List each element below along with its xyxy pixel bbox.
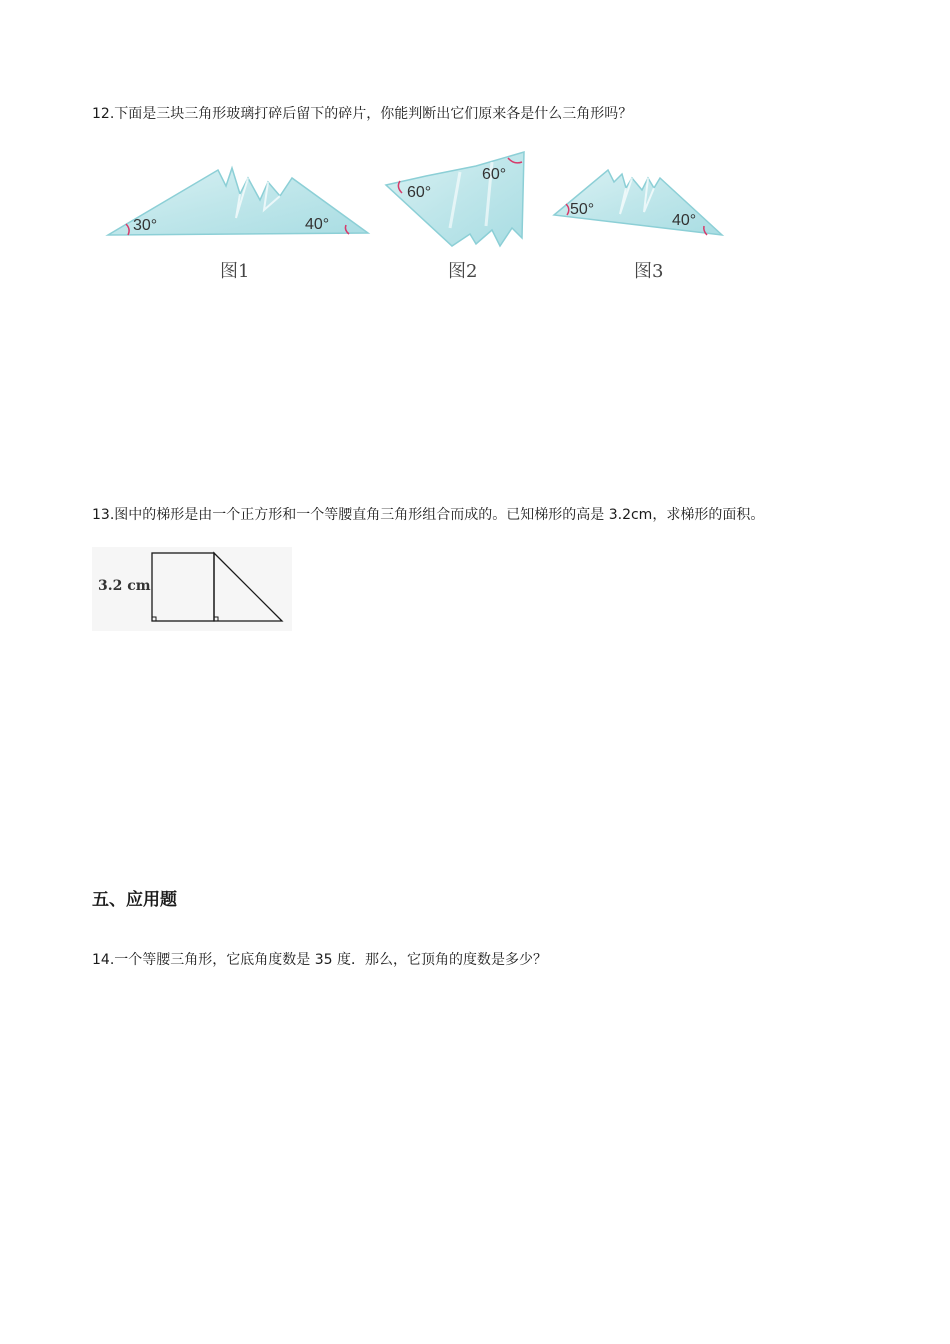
angle-label: 40° xyxy=(672,212,697,229)
section-title: 五、应用题 xyxy=(92,890,177,910)
question-14 xyxy=(92,950,547,970)
glass-fragment-3 xyxy=(554,170,722,282)
angle-label: 60° xyxy=(482,166,507,183)
question-text: 一个等腰三角形，它底角度数是 35 度．那么，它顶角的度数是多少？ xyxy=(114,952,547,968)
angle-label: 60° xyxy=(407,184,432,201)
glass-fragment-2 xyxy=(386,152,524,282)
figure-caption: 图3 xyxy=(634,261,664,282)
question-number: 12. xyxy=(92,106,115,122)
angle-label: 50° xyxy=(570,201,595,218)
glass-fragments-figure xyxy=(100,148,740,288)
figure-caption: 图2 xyxy=(448,261,478,282)
angle-label: 40° xyxy=(305,216,330,233)
trapezoid-figure xyxy=(92,547,292,631)
question-number: 13. xyxy=(92,507,115,523)
glass-fragment-1 xyxy=(108,168,368,282)
question-12 xyxy=(92,104,632,124)
question-number: 14. xyxy=(92,952,115,968)
question-13 xyxy=(92,505,764,525)
question-text: 下面是三块三角形玻璃打碎后留下的碎片，你能判断出它们原来各是什么三角形吗？ xyxy=(114,106,633,122)
figure-caption: 图1 xyxy=(220,261,250,282)
height-label: 3.2 cm xyxy=(98,578,151,594)
angle-label: 30° xyxy=(133,217,158,234)
question-text: 图中的梯形是由一个正方形和一个等腰直角三角形组合而成的。已知梯形的高是 3.2cm，求梯形的面积。 xyxy=(114,507,765,523)
